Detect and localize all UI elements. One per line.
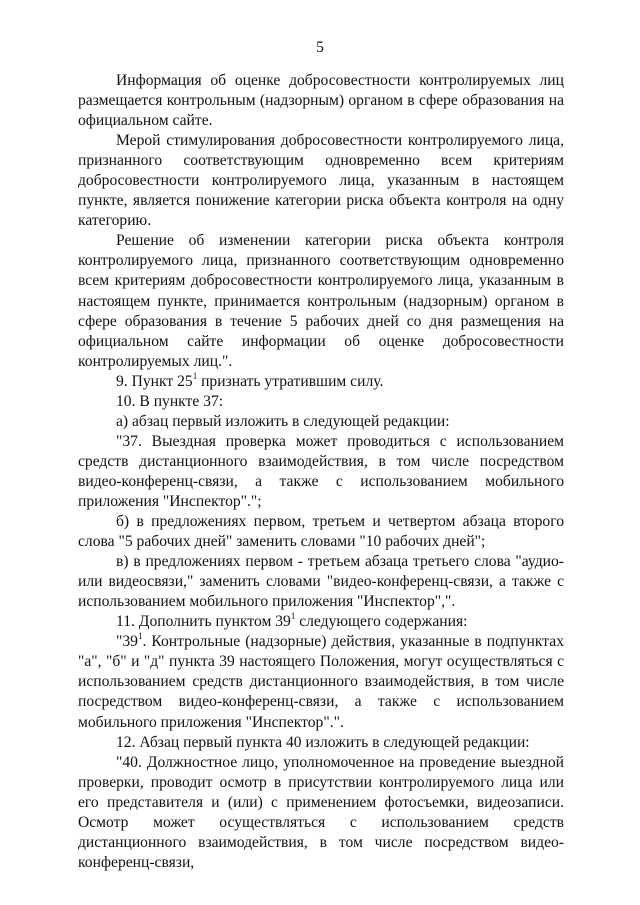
paragraph-item-10b: б) в предложениях первом, третьем и четвертом абзаца второго слова "5 рабочих дней" заменить словами "10 рабочих дней";	[78, 513, 564, 551]
paragraph-item-11	[78, 612, 564, 632]
paragraph-point-37-text: "37. Выездная проверка может проводиться с использованием средств дистанционного взаимодействия, в том числе посредством видео-конференц-связи, а также с использованием мобильного приложения "Инспектор".";	[78, 432, 564, 510]
superscript: 1	[192, 370, 198, 381]
paragraph-point-39-1-text	[78, 632, 564, 732]
superscript: 1	[290, 611, 296, 622]
text-segment: . Контрольные (надзорные) действия, указанные в подпунктах "а", "б" и "д" пункта 39 настоящего Положения, могут осуществляться с использованием средств дистанционного взаимодействия, в том числе посредством видео-конференц-связи, а также с использованием мобильного приложения "Инспектор".".	[78, 633, 564, 731]
text-segment: признать утратившим силу.	[197, 372, 384, 390]
text-segment: следующего содержания:	[295, 613, 468, 631]
paragraph-item-10v: в) в предложениях первом - третьем абзаца третьего слова "аудио- или видеосвязи," заменить словами "видео-конференц-связи, а также с использованием мобильного приложения "Инспектор",".	[78, 553, 564, 611]
paragraph-item-12: 12. Абзац первый пункта 40 изложить в следующей редакции:	[116, 733, 530, 751]
paragraph-item-10a: а) абзац первый изложить в следующей редакции:	[116, 412, 450, 430]
paragraph-item-10: 10. В пункте 37:	[116, 392, 224, 410]
text-segment: 9. Пункт 25	[116, 372, 193, 390]
paragraph-stimulation-measure: Мерой стимулирования добросовестности контролируемого лица, признанного соответствующим одновременно всем критериям добросовестности контролируемого лица, указанным в настоящем пункте, является понижение категории риска объекта контроля на одну категорию.	[78, 132, 564, 230]
paragraph-info-publication: Информация об оценке добросовестности контролируемых лиц размещается контрольным (надзорным) органом в сфере образования на официальном сайте.	[78, 72, 564, 130]
text-segment: "39	[116, 633, 138, 651]
paragraph-item-9	[78, 372, 564, 392]
text-segment: 11. Дополнить пунктом 39	[116, 613, 291, 631]
superscript: 1	[137, 631, 143, 642]
page-number: 5	[316, 39, 324, 56]
paragraph-risk-category-decision: Решение об изменении категории риска объекта контроля контролируемого лица, признанного соответствующим одновременно всем критериям добросовестности контролируемого лица, указанным в настоящем пункте, принимается контрольным (надзорным) органом в сфере образования в течение 5 рабочих дней со дня размещения на официальном сайте информации об оценке добросовестности контролируемых лиц.".	[78, 232, 564, 370]
document-body	[78, 71, 564, 873]
paragraph-point-40-text: "40. Должностное лицо, уполномоченное на проведение выездной проверки, проводит осмотр в присутствии контролируемого лица или его представителя и (или) с применением фотосъемки, видеозаписи. Осмотр может осуществляться с использованием средств дистанционного взаимодействия, в том числе посредством видео-конференц-связи,	[78, 753, 564, 871]
